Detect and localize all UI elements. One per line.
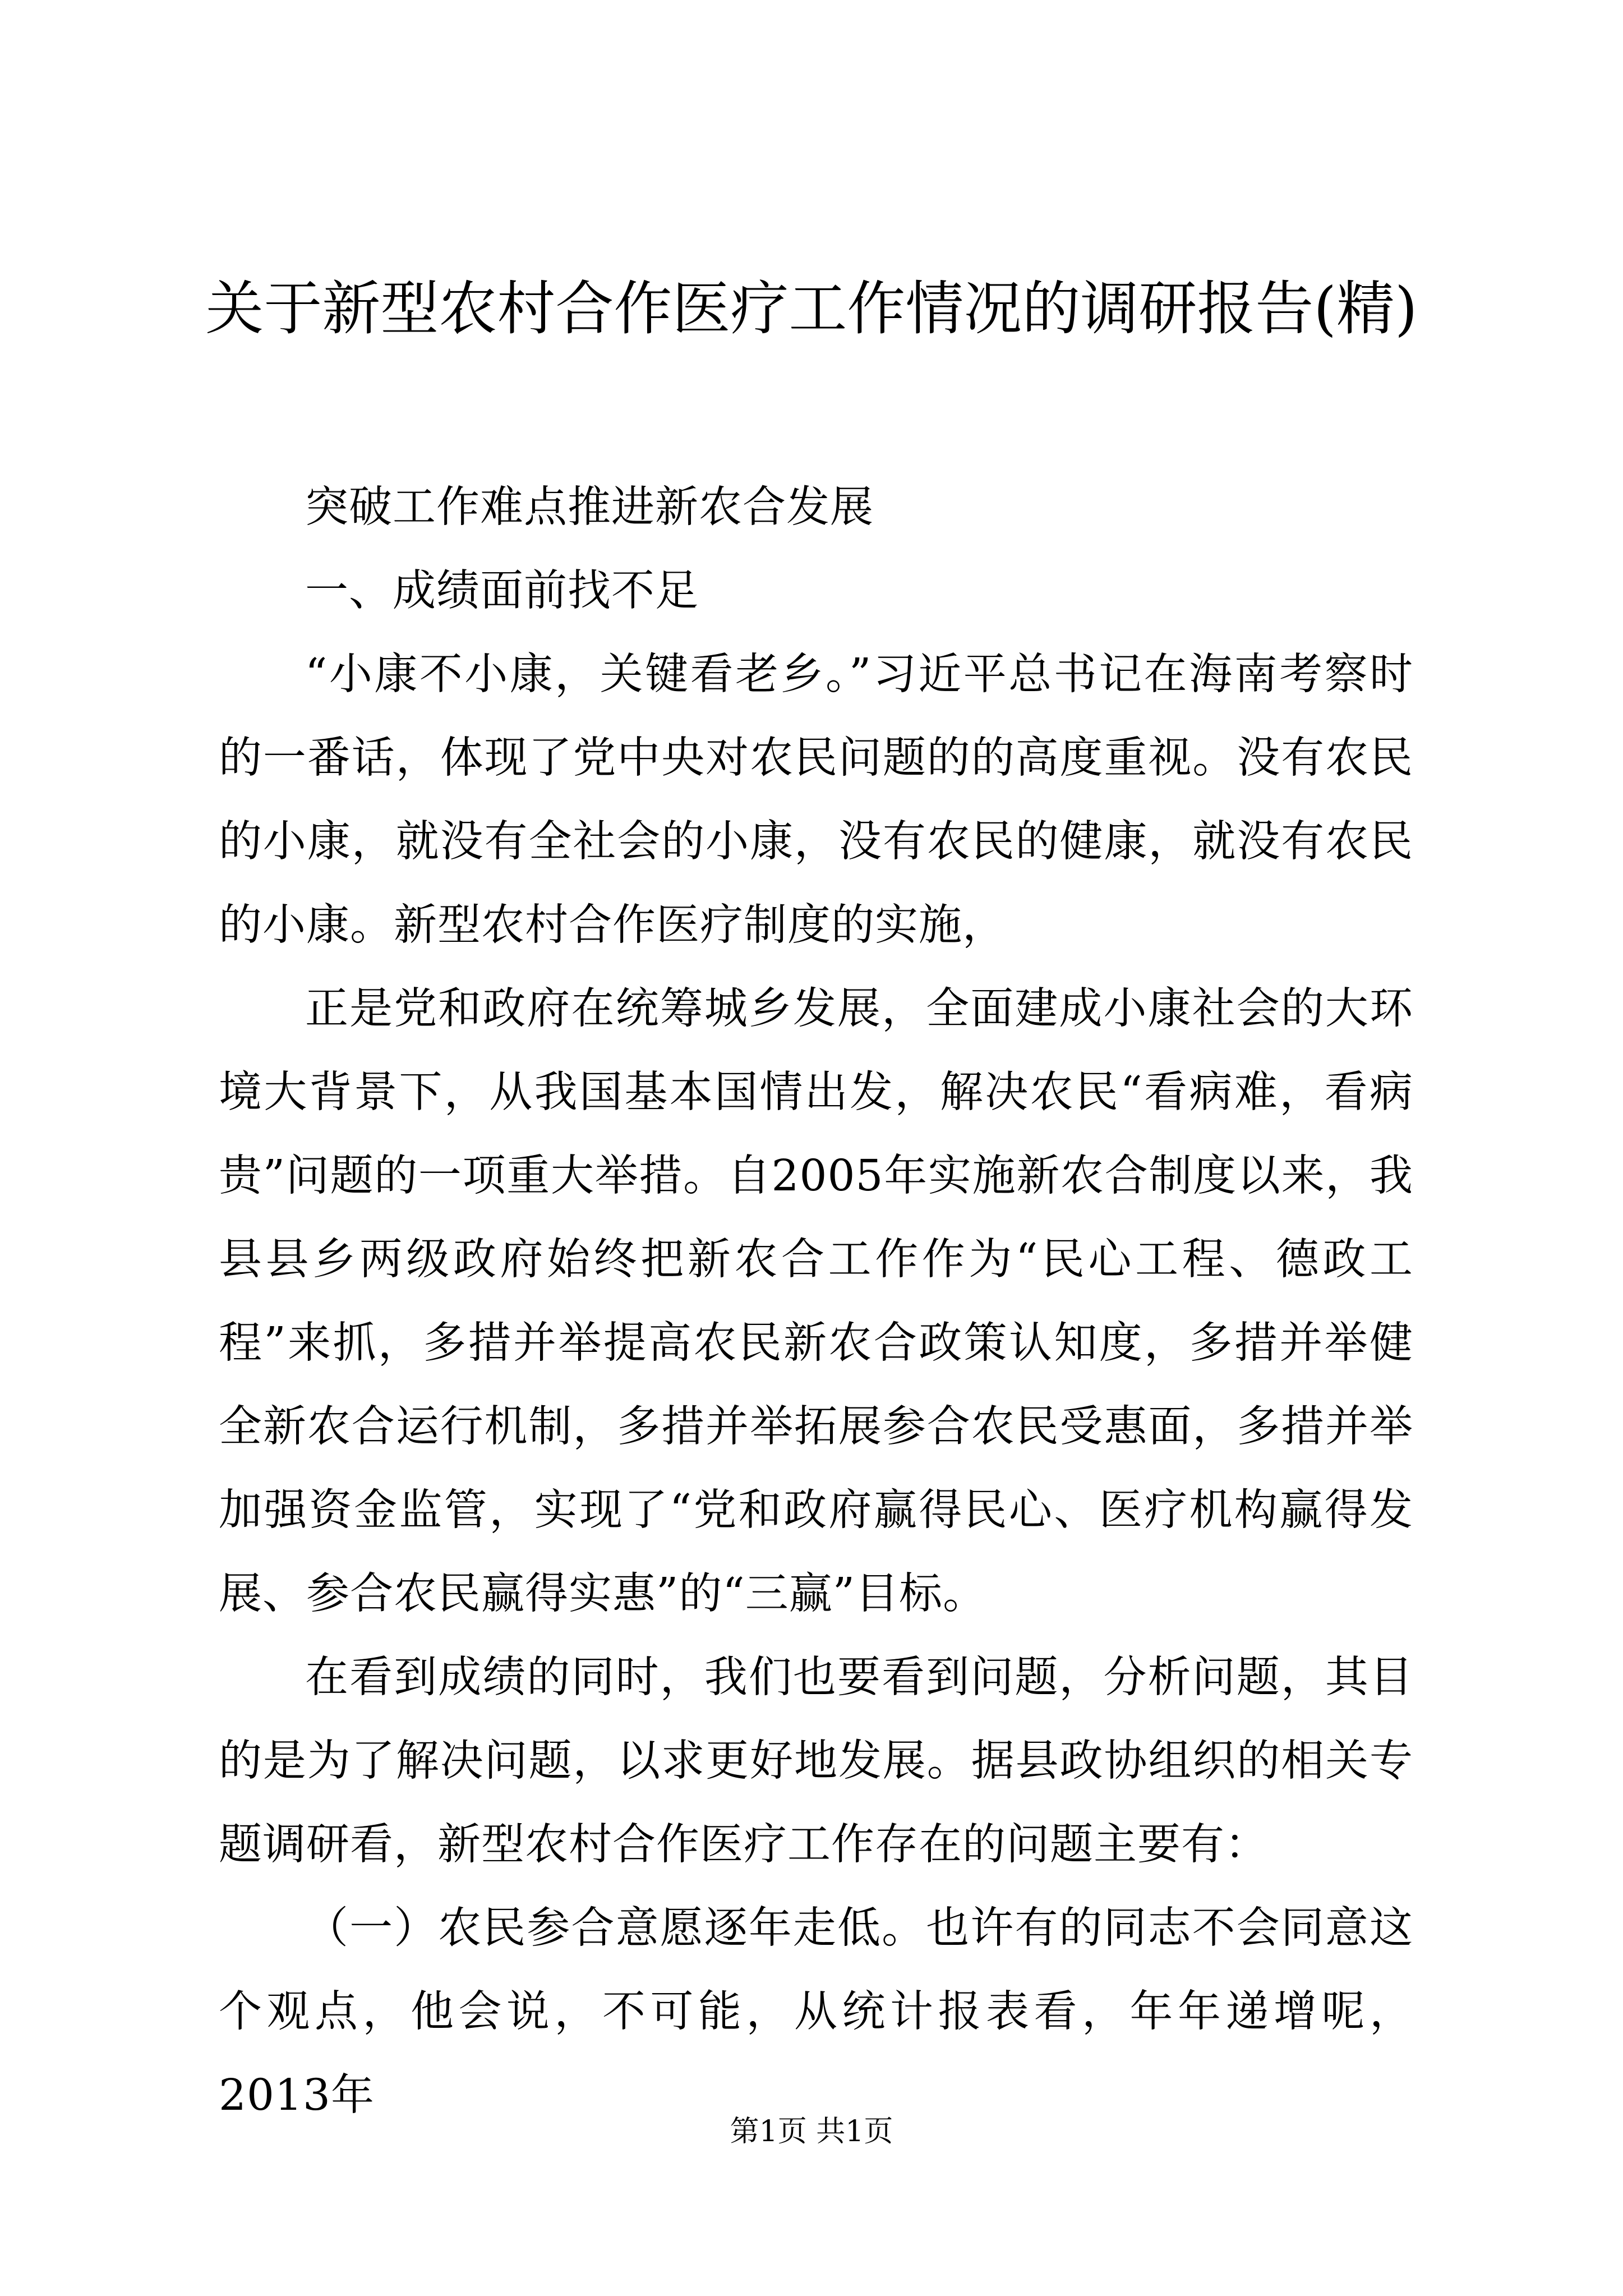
body-paragraph: （一）农民参合意愿逐年走低。也许有的同志不会同意这个观点，他会说，不可能，从统计报表看，年年递增呢，2013年 bbox=[219, 1903, 1413, 2120]
section-heading: 突破工作难点推进新农合发展 bbox=[305, 482, 874, 532]
body-paragraph: 在看到成绩的同时，我们也要看到问题，分析问题，其目的是为了解决问题，以求更好地发展。据县政协组织的相关专题调研看，新型农村合作医疗工作存在的问题主要有： bbox=[219, 1653, 1413, 1870]
page-number-footer: 第1页 共1页 bbox=[730, 2115, 893, 2148]
body-paragraph: 正是党和政府在统筹城乡发展，全面建成小康社会的大环境大背景下，从我国基本国情出发，解决农民“看病难，看病贵”问题的一项重大举措。自2005年实施新农合制度以来，我县县乡两级政府始终把新农合工作作为“民心工程、德政工程”来抓，多措并举提高农民新农合政策认知度，多措并举健全新农合运行机制，多措并举拓展参合农民受惠面，多措并举加强资金监管，实现了“党和政府赢得民心、医疗机构赢得发展、参合农民赢得实惠”的“三赢”目标。 bbox=[219, 984, 1413, 1619]
body-paragraph: “小康不小康，关键看老乡。”习近平总书记在海南考察时的一番话，体现了党中央对农民问题的的高度重视。没有农民的小康，就没有全社会的小康，没有农民的健康，就没有农民的小康。新型农村合作医疗制度的实施， bbox=[219, 650, 1413, 950]
document-body bbox=[219, 466, 1413, 2137]
subsection-heading: 一、成绩面前找不足 bbox=[305, 566, 699, 616]
document-title: 关于新型农村合作医疗工作情况的调研报告(精) bbox=[205, 274, 1418, 343]
